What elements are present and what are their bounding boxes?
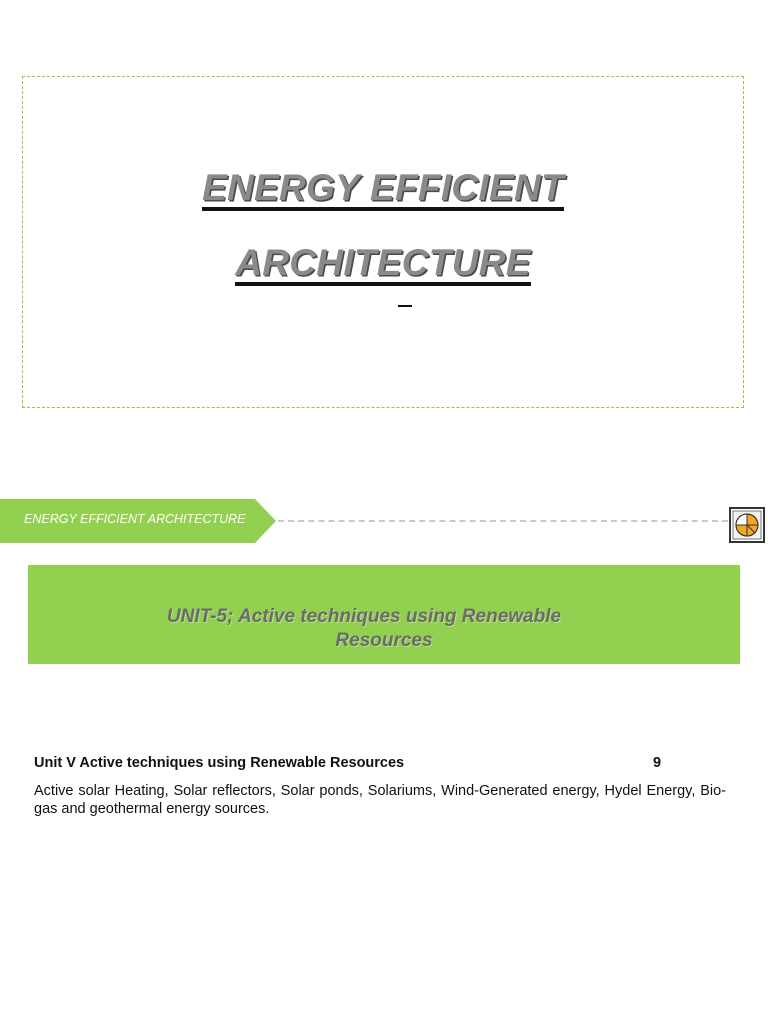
- unit-title: [28, 605, 740, 653]
- title-line-1: ENERGY EFFICIENT: [23, 167, 743, 211]
- section-header-band: [0, 499, 276, 543]
- title-slide-frame: [22, 76, 744, 408]
- unit-title-line-2: Resources: [335, 630, 433, 651]
- unit-banner: [28, 565, 740, 664]
- syllabus-body: Active solar Heating, Solar reflectors, Solar ponds, Solariums, Wind-Generated energy, Hydel Energy, Bio-gas and geothermal energy sources.: [34, 783, 726, 817]
- header-label: ENERGY EFFICIENT ARCHITECTURE: [24, 512, 246, 526]
- syllabus-hours: 9: [653, 755, 662, 771]
- title-dash-mark: [398, 305, 412, 307]
- institution-logo-icon: [729, 507, 765, 543]
- title-line-2: ARCHITECTURE: [23, 242, 743, 286]
- header-dashed-rule: [278, 520, 728, 522]
- syllabus-heading: Unit V Active techniques using Renewable Resources: [34, 755, 405, 771]
- unit-title-line-1: UNIT-5; Active techniques using Renewable: [166, 606, 562, 627]
